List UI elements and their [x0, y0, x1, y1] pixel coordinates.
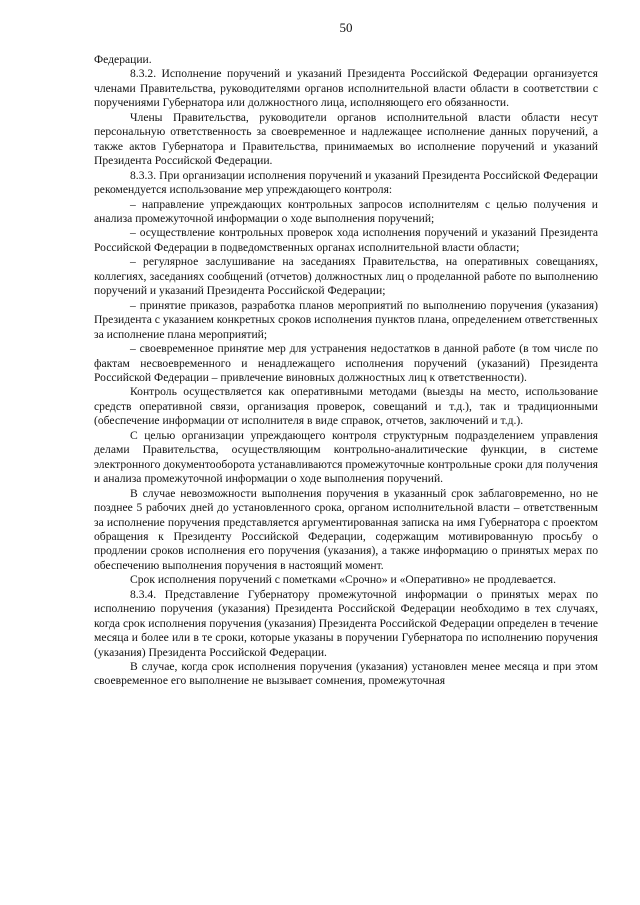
paragraph-8-3-3: 8.3.3. При организации исполнения поручений и указаний Президента Российской Федерации рекомендуется использование мер упреждающего контроля: — [94, 168, 598, 197]
list-item: – регулярное заслушивание на заседаниях Правительства, на оперативных совещаниях, коллегиях, заседаниях сообщений (отчетов) должностных лиц о проделанной работе по выполнению поручений и указаний Президента Российской Федерации; — [94, 255, 598, 298]
list-item: – осуществление контрольных проверок хода исполнения поручений и указаний Президента Российской Федерации в подведомственных органах исполнительной власти области; — [94, 226, 598, 254]
page-number: 50 — [339, 20, 353, 35]
document-page — [94, 20, 598, 689]
paragraph-short-deadline: В случае, когда срок исполнения поручения (указания) установлен менее месяца и при этом своевременное его выполнение не вызывает сомнения, промежуточная — [94, 660, 598, 688]
list-item: – своевременное принятие мер для устранения недостатков в данной работе (в том числе по фактам несвоевременного и ненадлежащего исполнения поручений (указаний) Президента Российской Федерации – привлечение виновных должностных лиц к ответственности). — [94, 342, 598, 384]
paragraph-continuation: Федерации. — [94, 53, 152, 66]
paragraph-control-methods: Контроль осуществляется как оперативными методами (выезды на место, использование средств оперативной связи, организация проверок, совещаний и т.д.), так и традиционными (обеспечение информации от исполнителя в виде справок, отчетов, заключений и т.д.). — [94, 385, 598, 428]
paragraph-preventive-control: С целью организации упреждающего контроля структурным подразделением управления делами Правительства, осуществляющим контрольно-аналитические функции, в системе электронного документооборота устанавливаются промежуточные контрольные сроки для получения и анализа промежуточной информации о ходе выполнения поручений. — [94, 428, 598, 486]
paragraph-8-3-2: 8.3.2. Исполнение поручений и указаний Президента Российской Федерации организуется членами Правительства, руководителями органов исполнительной власти области в соответствии с поручениями Губернатора или должностного лица, исполняющего его обязанности. — [94, 67, 598, 110]
paragraph-urgent-deadline: Срок исполнения поручений с пометками «Срочно» и «Оперативно» не продлевается. — [130, 573, 556, 587]
list-item: – принятие приказов, разработка планов мероприятий по выполнению поручения (указания) Президента с указанием конкретных сроков исполнения пунктов плана, определением ответственных за исполнение плана мероприятий; — [94, 298, 598, 341]
paragraph-extension-request: В случае невозможности выполнения поручения в указанный срок заблаговременно, но не позднее 5 рабочих дней до установленного срока, органом исполнительной власти – ответственным за исполнение поручения представляется аргументированная записка на имя Губернатора с проектом обращения к Президенту Российской Федерации, содержащим мотивированную просьбу о продлении сроков исполнения его поручения (указания), а также информацию о принятых мерах по обеспечению выполнения поручения в настоящий момент. — [94, 486, 598, 572]
paragraph-responsibility: Члены Правительства, руководители органов исполнительной власти области несут персональную ответственность за своевременное и надлежащее исполнение данных поручений, а также актов Губернатора и Правительства, принимаемых во исполнение поручений и указаний Президента Российской Федерации. — [94, 110, 598, 168]
paragraph-8-3-4: 8.3.4. Представление Губернатору промежуточной информации о принятых мерах по исполнению поручения (указания) Президента Российской Федерации необходимо в тех случаях, когда срок исполнения поручения (указания) Президента Российской Федерации определен в течение месяца и более или в те сроки, которые указаны в поручении Губернатора по исполнению поручения (указания) Президента Российской Федерации. — [94, 587, 598, 659]
list-item: – направление упреждающих контрольных запросов исполнителям с целью получения и анализа промежуточной информации о ходе выполнения поручений; — [94, 197, 598, 225]
